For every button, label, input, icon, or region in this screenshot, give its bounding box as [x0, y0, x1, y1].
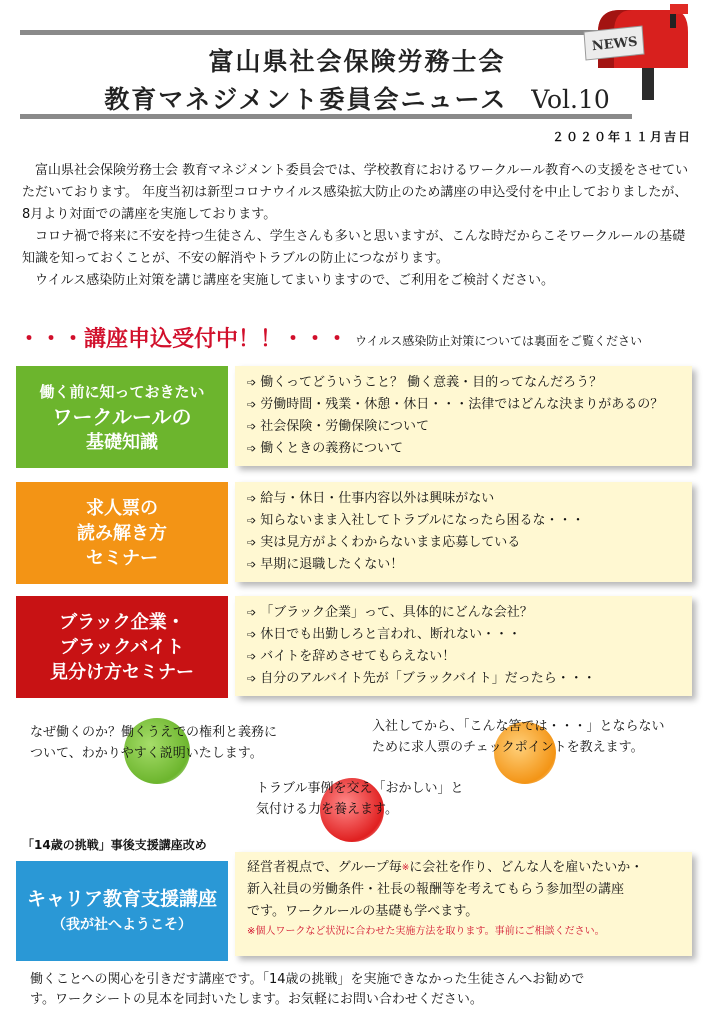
career-line: です。ワークルールの基礎も学べます。 [247, 904, 479, 919]
list-item: ➩ 労働時間・残業・休憩・休日・・・法律ではどんな決まりがあるの？ [247, 394, 692, 416]
career-course-title: キャリア教育支援講座 [26, 888, 217, 910]
list-item: ➩ 働くときの義務について [247, 438, 692, 460]
note-line: ために求人票のチェックポイントを教えます。 [372, 740, 644, 755]
list-item: ➩ 知らないまま入社してトラブルになったら困るな・・・ [247, 510, 692, 532]
course-label-line: 求人票の [86, 497, 158, 519]
volume-number: Vol.10 [531, 85, 610, 114]
closing-line: す。ワークシートの見本を同封いたします。お気軽にお問い合わせください。 [30, 992, 483, 1007]
list-item: ➩ 「ブラック企業」って、具体的にどんな会社？ [247, 602, 692, 624]
note-job-listing [372, 716, 665, 758]
intro-paragraph-3: ウイルス感染防止対策を講じ講座を実施してまいりますので、ご利用をご検討ください。 [35, 273, 554, 288]
issue-date: ２０２０年１１月吉日 [551, 130, 692, 144]
intro-text [22, 160, 694, 292]
list-item: ➩ 働くってどういうこと？ 働く意義・目的ってなんだろう？ [247, 372, 692, 394]
course-label-line: ブラックバイト [59, 636, 185, 658]
note-line: 気付ける力を養えます。 [256, 802, 398, 817]
mailbox-icon [580, 2, 692, 102]
course-label-line: ワークルールの [52, 404, 192, 429]
course-details-basics [235, 366, 692, 466]
course-card-basics [16, 366, 692, 468]
career-caption: 「14歳の挑戦」事後支援講座改め [22, 838, 207, 852]
closing-line: 働くことへの関心を引きだす講座です。「14歳の挑戦」を実施できなかった生徒さんへお勧めで [30, 972, 585, 987]
list-item: ➩ 早期に退職したくない！ [247, 554, 692, 576]
arrow-icon: ➩ [247, 558, 257, 571]
arrow-icon: ➩ [247, 442, 257, 455]
list-item: ➩ 給与・休日・仕事内容以外は興味がない [247, 488, 692, 510]
course-label-line: ブラック企業・ [59, 611, 185, 633]
note-basics [30, 722, 277, 764]
list-item: ➩ バイトを辞めさせてもらえない！ [247, 646, 692, 668]
course-card-job-listing [16, 482, 692, 584]
list-item: ➩ 休日でも出勤しろと言われ、断れない・・・ [247, 624, 692, 646]
course-label-black-company [16, 596, 228, 698]
course-label-line: 見分け方セミナー [50, 661, 194, 683]
arrow-icon: ➩ [247, 628, 257, 641]
top-rule [20, 30, 632, 35]
newsletter-title-line1: 富山県社会保険労務士会 [208, 47, 506, 76]
list-item: ➩ 社会保険・労働保険について [247, 416, 692, 438]
career-footnote: ※個人ワークなど状況に合わせた実施方法を取ります。事前にご相談ください。 [247, 926, 605, 937]
course-label-line: 読み解き方 [77, 522, 167, 544]
arrow-icon: ➩ [247, 606, 257, 619]
course-details-black-company [235, 596, 692, 696]
intro-paragraph-1: 富山県社会保険労務士会 教育マネジメント委員会では、学校教育におけるワークルール教育への支援をさせていただいております。 年度当初は新型コロナウイルス感染拡大防止のため講座の申込受付を中止しておりましたが、8月より対面での講座を実施しております。 [22, 163, 689, 222]
career-line: 新入社員の労働条件・社長の報酬等を考えてもらう参加型の講座 [247, 882, 625, 897]
arrow-icon: ➩ [247, 492, 257, 505]
arrow-icon: ➩ [247, 672, 257, 685]
note-line: トラブル事例を交え「おかしい」と [256, 781, 464, 796]
footnote-mark: ※ [401, 863, 410, 873]
note-black-company [256, 778, 463, 820]
note-line: なぜ働くのか？働くうえでの権利と義務に [30, 725, 278, 740]
intro-paragraph-2: コロナ禍で将来に不安を持つ生徒さん、学生さんも多いと思いますが、こんな時だからこそワークルールの基礎知識を知っておくことが、不安の解消やトラブルの防止につながります。 [22, 229, 686, 266]
course-label-line: セミナー [86, 547, 158, 569]
arrow-icon: ➩ [247, 398, 257, 411]
course-label-line: 基礎知識 [86, 431, 158, 453]
application-headline: ・・・講座申込受付中！！・・・ [18, 327, 349, 352]
arrow-icon: ➩ [247, 514, 257, 527]
arrow-icon: ➩ [247, 420, 257, 433]
career-line: 経営者視点で、グループ毎※に会社を作り、どんな人を雇いたいか・ [247, 860, 644, 875]
course-details-job-listing [235, 482, 692, 582]
course-label-line: 働く前に知っておきたい [39, 382, 205, 401]
headline-note: ウイルス感染防止対策については裏面をご覧ください [355, 334, 643, 348]
career-course-details [235, 852, 692, 956]
arrow-icon: ➩ [247, 536, 257, 549]
mailbox-label: NEWS [591, 34, 639, 55]
closing-text [30, 970, 690, 1010]
note-line: 入社してから、「こんな筈では・・・」とならない [372, 719, 665, 734]
title-text: 教育マネジメント委員会ニュース [104, 85, 508, 114]
list-item: ➩ 自分のアルバイト先が「ブラックバイト」だったら・・・ [247, 668, 692, 690]
career-course-label [16, 861, 228, 961]
course-card-black-company [16, 596, 692, 698]
list-item: ➩ 実は見方がよくわからないまま応募している [247, 532, 692, 554]
course-label-job-listing [16, 482, 228, 584]
arrow-icon: ➩ [247, 650, 257, 663]
career-course-subtitle: （我が社へようこそ） [52, 917, 192, 933]
bottom-rule [20, 114, 632, 119]
arrow-icon: ➩ [247, 376, 257, 389]
note-line: ついて、わかりやすく説明いたします。 [30, 746, 263, 761]
course-label-basics [16, 366, 228, 468]
